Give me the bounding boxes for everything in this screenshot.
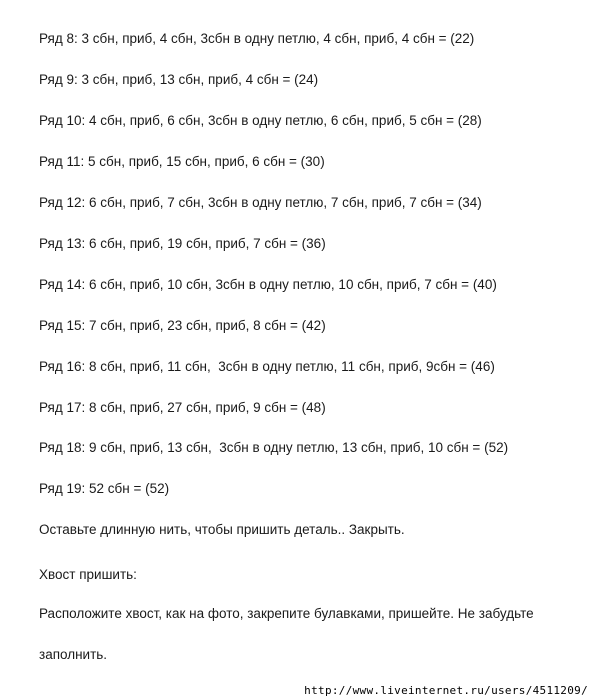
row-11-text: Ряд 11: 5 сбн, приб, 15 сбн, приб, 6 сбн = (30) xyxy=(39,154,325,169)
row-10-text: Ряд 10: 4 сбн, приб, 6 сбн, 3сбн в одну петлю, 6 сбн, приб, 5 сбн = (28) xyxy=(39,113,482,128)
source-watermark-url: http://www.liveinternet.ru/users/4511209/ xyxy=(304,684,588,697)
row-13-text: Ряд 13: 6 сбн, приб, 19 сбн, приб, 7 сбн = (36) xyxy=(39,236,326,251)
row-19-text: Ряд 19: 52 сбн = (52) xyxy=(39,481,170,496)
row-18-text: Ряд 18: 9 сбн, приб, 13 сбн, 3сбн в одну петлю, 13 сбн, приб, 10 сбн = (52) xyxy=(39,440,509,455)
tail-text-line-1: Расположите хвост, как на фото, закрепите булавками, пришейте. Не забудьте xyxy=(39,606,534,621)
row-12-text: Ряд 12: 6 сбн, приб, 7 сбн, 3сбн в одну петлю, 7 сбн, приб, 7 сбн = (34) xyxy=(39,195,482,210)
row-17-text: Ряд 17: 8 сбн, приб, 27 сбн, приб, 9 сбн = (48) xyxy=(39,400,326,415)
tail-heading: Хвост пришить: xyxy=(39,567,137,582)
row-14-text: Ряд 14: 6 сбн, приб, 10 сбн, 3сбн в одну петлю, 10 сбн, приб, 7 сбн = (40) xyxy=(39,277,497,292)
tail-text-line-2: заполнить. xyxy=(39,647,108,662)
row-16-text: Ряд 16: 8 сбн, приб, 11 сбн, 3сбн в одну петлю, 11 сбн, приб, 9сбн = (46) xyxy=(39,359,495,374)
row-9-text: Ряд 9: 3 сбн, приб, 13 сбн, приб, 4 сбн = (24) xyxy=(39,72,319,87)
finish-note-text: Оставьте длинную нить, чтобы пришить деталь.. Закрыть. xyxy=(39,522,405,537)
row-15-text: Ряд 15: 7 сбн, приб, 23 сбн, приб, 8 сбн = (42) xyxy=(39,318,326,333)
row-8-text: Ряд 8: 3 сбн, приб, 4 сбн, 3сбн в одну петлю, 4 сбн, приб, 4 сбн = (22) xyxy=(39,31,475,46)
